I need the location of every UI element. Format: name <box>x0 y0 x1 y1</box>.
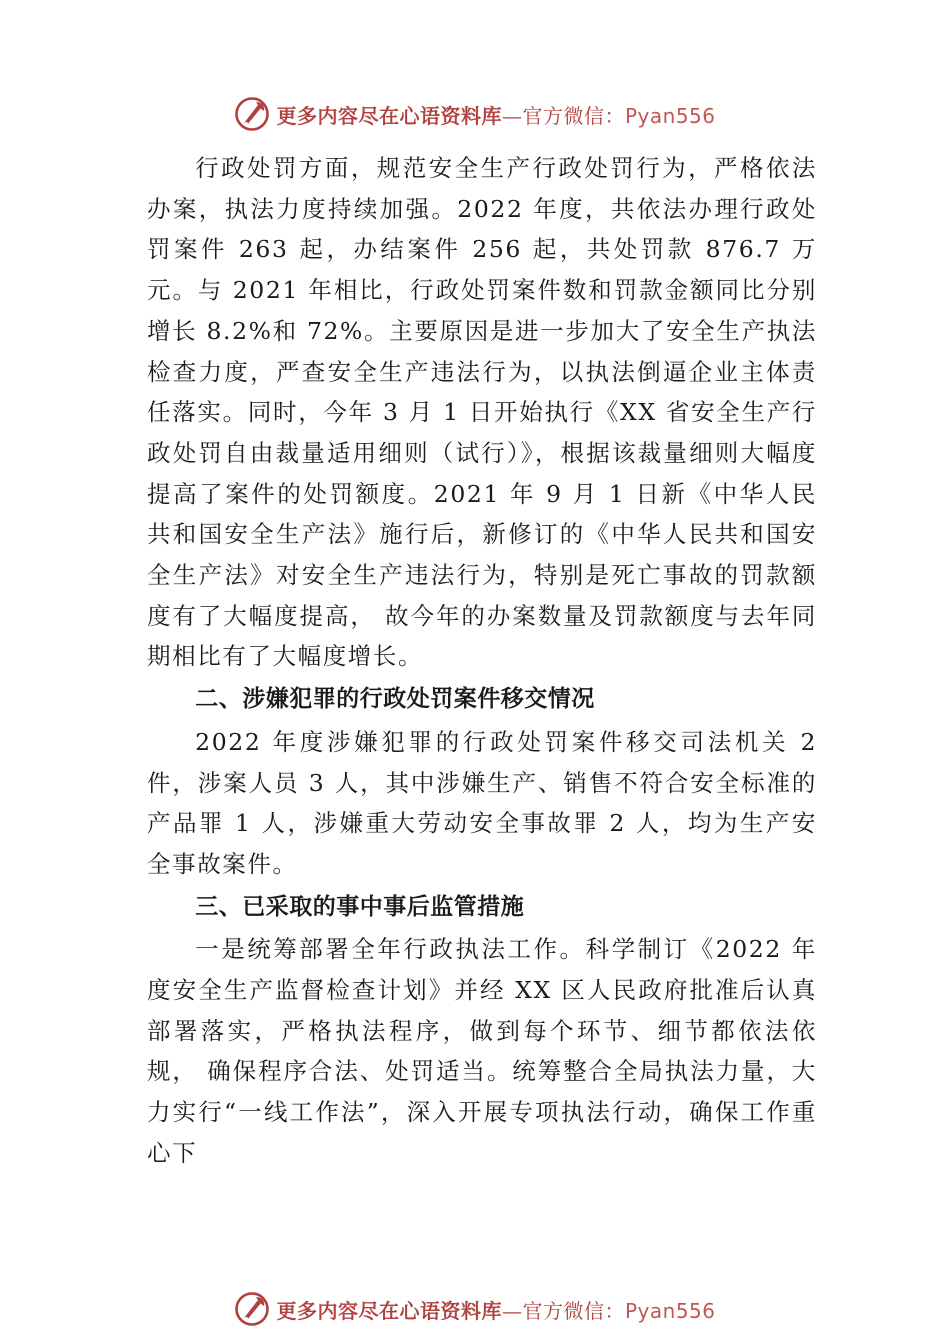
watermark-wechat-id: Pyan556 <box>624 103 716 128</box>
paragraph-administrative-penalty: 行政处罚方面，规范安全生产行政处罚行为，严格依法办案，执法力度持续加强。2022 年度，共依法办理行政处罚案件 263 起，办结案件 256 起，共处罚款 876.7 万元。与 2021 年相比，行政处罚案件数和罚款金额同比分别增长 8.2%和 72%。主要原因是进一步加大了安全生产执法检查力度，严查安全生产违法行为，以执法倒逼企业主体责任落实。同时，今年 3 月 1 日开始执行《XX 省安全生产行政处罚自由裁量适用细则（试行）》，根据该裁量细则大幅度提高了案件的处罚额度。2021 年 9 月 1 日新《中华人民共和国安全生产法》施行后，新修订的《中华人民共和国安全生产法》对安全生产违法行为，特别是死亡事故的罚款额度有了大幅度提高， 故今年的办案数量及罚款额度与去年同期相比有了大幅度增长。 <box>147 154 817 671</box>
header-watermark <box>0 94 950 134</box>
watermark-separator: — <box>501 1298 523 1323</box>
section-heading-supervision-measures: 三、已采取的事中事后监管措施 <box>195 893 525 920</box>
watermark-text <box>276 100 715 129</box>
watermark-brand: 更多内容尽在心语资料库 <box>276 103 502 128</box>
quill-pen-logo-icon <box>234 96 270 132</box>
footer-watermark <box>0 1289 950 1329</box>
document-body <box>147 148 817 1174</box>
paragraph-supervision-measures: 一是统筹部署全年行政执法工作。科学制订《2022 年度安全生产监督检查计划》并经 XX 区人民政府批准后认真部署落实，严格执法程序，做到每个环节、细节都依法依规， 确保程序合法、处罚适当。统筹整合全局执法力量，大力实行“一线工作法”，深入开展专项执法行动，确保工作重心下 <box>147 935 817 1167</box>
watermark-wechat-id: Pyan556 <box>624 1298 716 1323</box>
watermark-separator: — <box>501 103 523 128</box>
watermark-text <box>276 1295 715 1324</box>
watermark-brand: 更多内容尽在心语资料库 <box>276 1298 502 1323</box>
paragraph-criminal-case-transfer: 2022 年度涉嫌犯罪的行政处罚案件移交司法机关 2 件，涉案人员 3 人，其中涉嫌生产、销售不符合安全标准的产品罪 1 人，涉嫌重大劳动安全事故罪 2 人，均为生产安全事故案件。 <box>147 727 817 878</box>
quill-pen-logo-icon <box>234 1291 270 1327</box>
watermark-official-label: 官方微信： <box>522 103 625 128</box>
watermark-official-label: 官方微信： <box>522 1298 625 1323</box>
section-heading-criminal-case-transfer: 二、涉嫌犯罪的行政处罚案件移交情况 <box>195 686 595 713</box>
